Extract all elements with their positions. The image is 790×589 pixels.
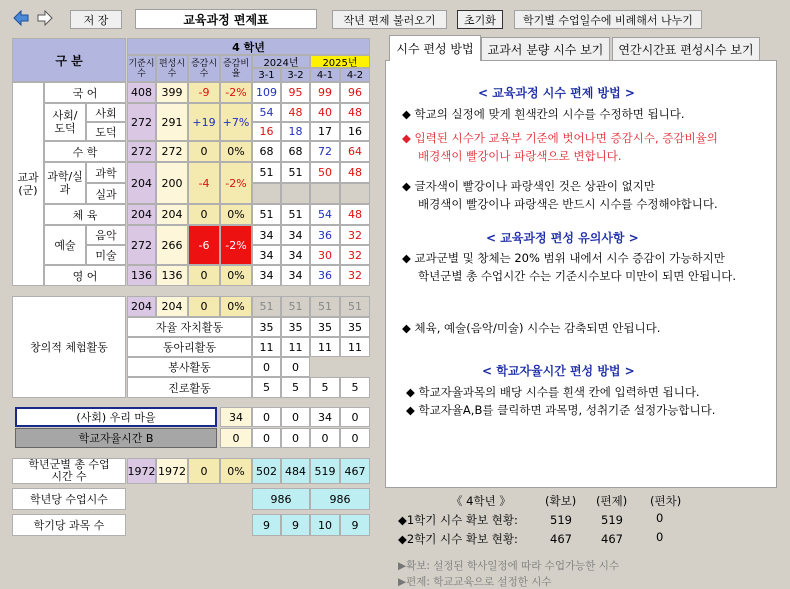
creative-inc: 0	[188, 296, 220, 317]
total-edit: 1972	[156, 458, 188, 484]
social-b-3-1[interactable]: 16	[252, 122, 281, 141]
stats-term2-label: ◆2학기 시수 확보 현황:	[398, 532, 518, 546]
arts-a-4-2[interactable]: 32	[340, 225, 370, 245]
stats-note-secure: ▶확보: 설정된 학사일정에 따라 수업가능한 시수	[398, 560, 620, 572]
row-arts-a-label: 음악	[86, 225, 126, 245]
total-4-1: 519	[310, 458, 340, 484]
edit-col-header: 편성시수	[156, 55, 188, 82]
subjects-3-1: 9	[252, 514, 281, 536]
korean-std: 408	[127, 82, 156, 103]
math-3-2[interactable]: 68	[281, 141, 310, 162]
row-arts-b-label: 미술	[86, 245, 126, 265]
creative-4-2: 51	[340, 296, 370, 317]
village-3-1[interactable]: 0	[252, 407, 281, 427]
autonomy-heading: < 학교자율시간 편성 방법 >	[482, 364, 635, 378]
yearly-2025: 986	[310, 488, 370, 510]
science-b-3-2	[281, 183, 310, 204]
creative-3-1: 51	[252, 296, 281, 317]
row-arts-label: 예술	[44, 225, 86, 265]
english-std: 136	[127, 265, 156, 286]
subjects-4-2: 9	[340, 514, 370, 536]
autonomy-4-1[interactable]: 35	[310, 317, 340, 337]
stats-secure-header: (확보)	[545, 494, 577, 508]
total-4-2: 467	[340, 458, 370, 484]
autonomy-3-2[interactable]: 35	[281, 317, 310, 337]
year-2025-header: 2025년	[310, 55, 370, 68]
caution-note-1b: 학년군별 총 수업시간 수는 기준시수보다 미만이 되면 안됩니다.	[418, 269, 737, 283]
korean-rate: -2%	[220, 82, 252, 103]
pe-4-2[interactable]: 48	[340, 204, 370, 225]
stats-term2-diff: 0	[656, 530, 664, 544]
tab-annual-timetable[interactable]: 연간시간표 편성시수 보기	[612, 37, 760, 60]
social-edit: 291	[156, 103, 188, 141]
stats-term1-edit: 519	[601, 513, 623, 527]
english-4-1[interactable]: 36	[310, 265, 340, 286]
club-4-1[interactable]: 11	[310, 337, 340, 357]
volunteer-3-1[interactable]: 0	[252, 357, 281, 377]
science-a-3-2[interactable]: 51	[281, 162, 310, 183]
row-science-a-label: 과학	[86, 162, 126, 183]
korean-3-1[interactable]: 109	[252, 82, 281, 103]
yearly-hours-label: 학년당 수업시수	[12, 488, 126, 510]
arts-a-4-1[interactable]: 36	[310, 225, 340, 245]
science-rate: -2%	[220, 162, 252, 204]
subjects-per-term-label: 학기당 과목 수	[12, 514, 126, 536]
korean-edit: 399	[156, 82, 188, 103]
english-3-1[interactable]: 34	[252, 265, 281, 286]
row-career-label: 진로활동	[127, 377, 252, 398]
school-autonomy-b-button[interactable]: 학교자율시간 B	[15, 428, 217, 448]
method-note-2a: ◆ 입력된 시수가 교육부 기준에 벗어나면 증감시수, 증감비율의	[402, 131, 718, 145]
career-3-1[interactable]: 5	[252, 377, 281, 398]
row-science-label: 과학/실과	[44, 162, 86, 204]
method-note-2b: 배경색이 빨강이나 파랑색으로 변합니다.	[418, 149, 622, 163]
grade-header: 4 학년	[127, 38, 370, 55]
korean-inc: -9	[188, 82, 220, 103]
club-4-2[interactable]: 11	[340, 337, 370, 357]
science-std: 204	[127, 162, 156, 204]
sem-3-2-header: 3-2	[281, 68, 310, 82]
instructions-panel	[385, 60, 777, 488]
row-social-a-label: 사회	[86, 103, 126, 122]
social-rate: +7%	[220, 103, 252, 141]
social-a-4-2[interactable]: 48	[340, 103, 370, 122]
korean-3-2[interactable]: 95	[281, 82, 310, 103]
social-a-3-2[interactable]: 48	[281, 103, 310, 122]
social-b-4-1[interactable]: 17	[310, 122, 340, 141]
pe-std: 204	[127, 204, 156, 225]
row-science-b-label: 실과	[86, 183, 126, 204]
page-title: 교육과정 편제표	[135, 9, 317, 29]
back-arrow-icon[interactable]	[12, 9, 30, 27]
pe-4-1[interactable]: 54	[310, 204, 340, 225]
creative-3-2: 51	[281, 296, 310, 317]
science-b-4-2	[340, 183, 370, 204]
math-3-1[interactable]: 68	[252, 141, 281, 162]
rate-col-header: 증감비율	[220, 55, 252, 82]
english-inc: 0	[188, 265, 220, 286]
yearly-2024: 986	[252, 488, 310, 510]
total-rate: 0%	[220, 458, 252, 484]
load-last-year-button[interactable]: 작년 편제 불러오기	[332, 10, 447, 29]
sem-4-1-header: 4-1	[310, 68, 340, 82]
stats-edit-header: (편제)	[596, 494, 628, 508]
village-std: 34	[220, 407, 252, 427]
stats-diff-header: (편차)	[650, 494, 682, 508]
career-4-1[interactable]: 5	[310, 377, 340, 398]
stats-note-edit: ▶편제: 학교교육으로 설정한 시수	[398, 576, 552, 588]
creative-std: 204	[127, 296, 156, 317]
total-inc: 0	[188, 458, 220, 484]
sem-3-1-header: 3-1	[252, 68, 281, 82]
row-korean-label: 국 어	[44, 82, 126, 103]
math-inc: 0	[188, 141, 220, 162]
science-inc: -4	[188, 162, 220, 204]
stats-term1-secure: 519	[550, 513, 572, 527]
arts-b-3-2[interactable]: 34	[281, 245, 310, 265]
save-button[interactable]: 저 장	[70, 10, 122, 29]
method-note-3b: 배경색이 빨강이나 파랑색은 반드시 시수를 수정해야합니다.	[418, 197, 718, 211]
arts-inc: -6	[188, 225, 220, 265]
gubun-header: 구 분	[12, 38, 126, 82]
club-3-2[interactable]: 11	[281, 337, 310, 357]
social-inc: +19	[188, 103, 220, 141]
english-edit: 136	[156, 265, 188, 286]
autoB-4-1[interactable]: 0	[310, 428, 340, 448]
year-2024-header: 2024년	[252, 55, 310, 68]
std-col-header: 기준시수	[127, 55, 156, 82]
social-a-4-1[interactable]: 40	[310, 103, 340, 122]
autoB-3-2[interactable]: 0	[281, 428, 310, 448]
english-3-2[interactable]: 34	[281, 265, 310, 286]
village-3-2[interactable]: 0	[281, 407, 310, 427]
english-rate: 0%	[220, 265, 252, 286]
math-std: 272	[127, 141, 156, 162]
tab-hours-method[interactable]: 시수 편성 방법	[389, 35, 481, 61]
arts-std: 272	[127, 225, 156, 265]
math-4-1[interactable]: 72	[310, 141, 340, 162]
creative-rate: 0%	[220, 296, 252, 317]
social-std: 272	[127, 103, 156, 141]
subjects-3-2: 9	[281, 514, 310, 536]
subjects-4-1: 10	[310, 514, 340, 536]
club-3-1[interactable]: 11	[252, 337, 281, 357]
pe-rate: 0%	[220, 204, 252, 225]
autonomy-note-1: ◆ 학교자율과목의 배당 시수를 흰색 칸에 입력하면 됩니다.	[406, 385, 700, 399]
stats-term1-diff: 0	[656, 511, 664, 525]
inc-col-header: 증감시수	[188, 55, 220, 82]
arts-a-3-1[interactable]: 34	[252, 225, 281, 245]
science-a-4-1[interactable]: 50	[310, 162, 340, 183]
pe-edit: 204	[156, 204, 188, 225]
autoB-std: 0	[220, 428, 252, 448]
math-4-2[interactable]: 64	[340, 141, 370, 162]
math-rate: 0%	[220, 141, 252, 162]
volunteer-3-2[interactable]: 0	[281, 357, 310, 377]
creative-edit: 204	[156, 296, 188, 317]
arts-a-3-2[interactable]: 34	[281, 225, 310, 245]
social-a-3-1[interactable]: 54	[252, 103, 281, 122]
autonomy-note-2: ◆ 학교자율A,B를 클릭하면 과목명, 성취기준 설정가능합니다.	[406, 403, 716, 417]
total-hours-label: 학년군별 총 수업시간 수	[12, 458, 126, 484]
arts-b-4-1[interactable]: 30	[310, 245, 340, 265]
arts-b-3-1[interactable]: 34	[252, 245, 281, 265]
tab-textbook-hours[interactable]: 교과서 분량 시수 보기	[481, 37, 610, 60]
row-volunteer-label: 봉사활동	[127, 357, 252, 377]
science-a-3-1[interactable]: 51	[252, 162, 281, 183]
science-b-4-1	[310, 183, 340, 204]
science-edit: 200	[156, 162, 188, 204]
arts-b-4-2[interactable]: 32	[340, 245, 370, 265]
method-heading: < 교육과정 시수 편제 방법 >	[478, 86, 635, 100]
social-b-3-2[interactable]: 18	[281, 122, 310, 141]
method-note-3a: ◆ 글자색이 빨강이나 파랑색인 것은 상관이 없지만	[402, 179, 655, 193]
pe-3-2[interactable]: 51	[281, 204, 310, 225]
caution-heading: < 교육과정 편성 유의사항 >	[486, 231, 639, 245]
math-edit: 272	[156, 141, 188, 162]
method-note-1: ◆ 학교의 실정에 맞게 흰색칸의 시수를 수정하면 됩니다.	[402, 107, 685, 121]
row-social-b-label: 도덕	[86, 122, 126, 141]
career-4-2[interactable]: 5	[340, 377, 370, 398]
total-3-2: 484	[281, 458, 310, 484]
reset-button[interactable]: 초기화	[457, 10, 503, 29]
total-std: 1972	[127, 458, 156, 484]
creative-group-label: 창의적 체험활동	[12, 296, 126, 398]
autonomy-3-1[interactable]: 35	[252, 317, 281, 337]
arts-rate: -2%	[220, 225, 252, 265]
row-social-label: 사회/도덕	[44, 103, 86, 141]
forward-arrow-icon[interactable]	[36, 9, 54, 27]
stats-term2-secure: 467	[550, 532, 572, 546]
stats-term1-label: ◆1학기 시수 확보 현황:	[398, 513, 518, 527]
row-pe-label: 체 육	[44, 204, 126, 225]
pe-3-1[interactable]: 51	[252, 204, 281, 225]
total-3-1: 502	[252, 458, 281, 484]
arts-edit: 266	[156, 225, 188, 265]
subject-group-label: 교과(군)	[12, 82, 44, 286]
korean-4-2[interactable]: 96	[340, 82, 370, 103]
sem-4-2-header: 4-2	[340, 68, 370, 82]
caution-note-2: ◆ 체육, 예술(음악/미술) 시수는 감축되면 안됩니다.	[402, 321, 661, 335]
science-a-4-2[interactable]: 48	[340, 162, 370, 183]
english-4-2[interactable]: 32	[340, 265, 370, 286]
row-math-label: 수 학	[44, 141, 126, 162]
row-english-label: 영 어	[44, 265, 126, 286]
village-4-1[interactable]: 34	[310, 407, 340, 427]
stats-grade: 《 4학년 》	[451, 494, 511, 508]
row-club-label: 동아리활동	[127, 337, 252, 357]
social-b-4-2[interactable]: 16	[340, 122, 370, 141]
row-autonomy-label: 자율 자치활동	[127, 317, 252, 337]
autonomy-4-2[interactable]: 35	[340, 317, 370, 337]
autoB-4-2[interactable]: 0	[340, 428, 370, 448]
creative-4-1: 51	[310, 296, 340, 317]
korean-4-1[interactable]: 99	[310, 82, 340, 103]
village-subject-button[interactable]: (사회) 우리 마을	[15, 407, 217, 427]
career-3-2[interactable]: 5	[281, 377, 310, 398]
autoB-3-1[interactable]: 0	[252, 428, 281, 448]
caution-note-1a: ◆ 교과군별 및 창체는 20% 범위 내에서 시수 증감이 가능하지만	[402, 251, 725, 265]
village-4-2[interactable]: 0	[340, 407, 370, 427]
stats-term2-edit: 467	[601, 532, 623, 546]
science-b-3-1	[252, 183, 281, 204]
split-by-days-button[interactable]: 학기별 수업일수에 비례해서 나누기	[514, 10, 702, 29]
pe-inc: 0	[188, 204, 220, 225]
